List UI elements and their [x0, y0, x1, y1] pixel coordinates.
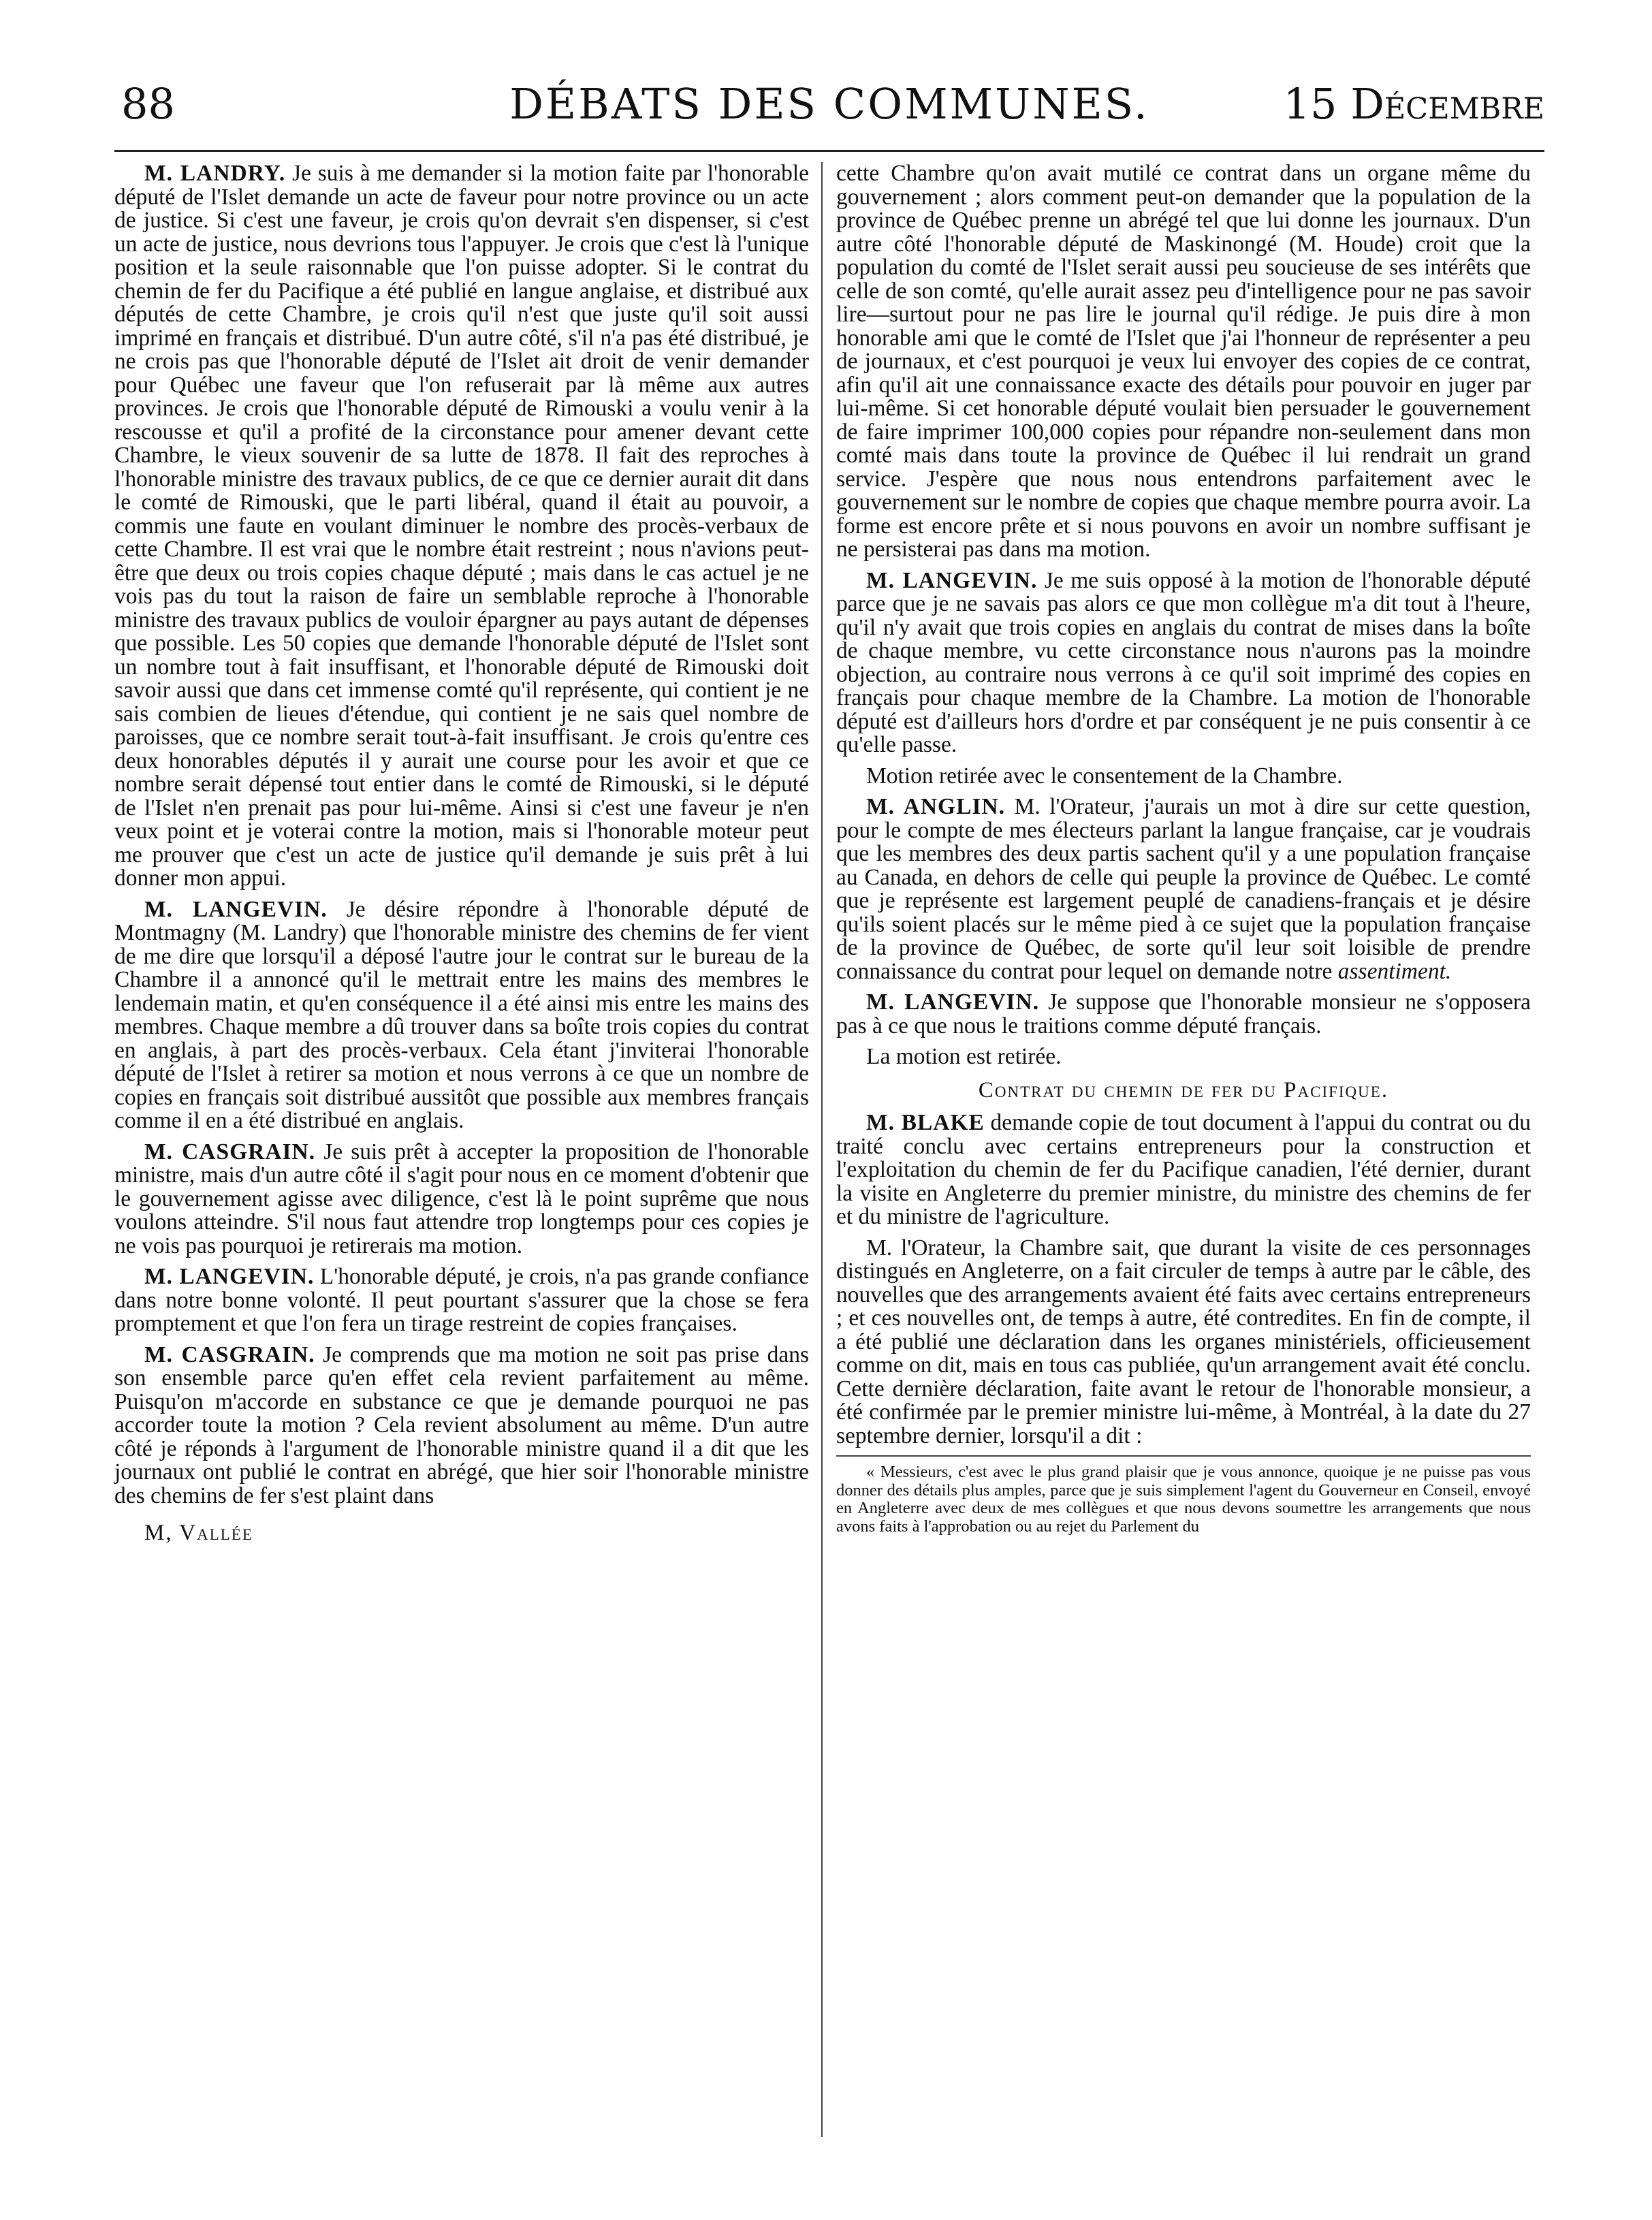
paragraph-langevin	[836, 991, 1531, 1038]
speaker-name: M. CASGRAIN.	[144, 1342, 315, 1367]
speech-text: Je suppose que l'honorable monsieur ne s'opposera pas à ce que nous le traitions comme député français.	[836, 989, 1531, 1038]
paragraph-casgrain	[114, 1344, 809, 1508]
speaker-name: M. BLAKE	[866, 1110, 985, 1135]
catchword: M, Vallée	[144, 1521, 253, 1545]
speaker-name: M. LANGEVIN.	[866, 567, 1038, 593]
paragraph-landry	[114, 162, 809, 891]
speech-text: M. l'Orateur, j'aurais un mot à dire sur cette question, pour le compte de mes électeurs parlant la langue française, car je voudrais que les membres des deux partis sachent qu'il y a une population française au Canada, en dehors de celle qui peuple la province de Québec. Le comté que je représente est largement peuplé de canadiens-français et je désire qu'ils soient placés sur le même pied à ce sujet que la population française de la province de Québec, de sorte qu'il leur soit loisible de prendre connaissance du contrat pour lequel on demande notre	[836, 794, 1531, 984]
paragraph-blake	[836, 1111, 1531, 1229]
speech-text: Je comprends que ma motion ne soit pas prise dans son ensemble parce qu'en effet cela revient parfaitement au même. Puisqu'on m'accorde en substance ce que je demande pourquoi ne pas accorder toute la motion ? Cela revient absolument au même. D'un autre côté je réponds à l'argument de l'honorable ministre quand il a dit que les journaux ont publié le contrat en abrégé, que hier soir l'honorable ministre des chemins de fer s'est plaint dans	[114, 1342, 810, 1508]
paragraph-langevin	[114, 1265, 809, 1336]
speaker-name: M. LANGEVIN.	[144, 1264, 315, 1289]
left-column	[114, 162, 809, 2188]
speaker-name: M. LANGEVIN.	[144, 896, 328, 922]
paragraph-anglin	[836, 795, 1531, 983]
speech-text: Je désire répondre à l'honorable député de Montmagny (M. Landry) que l'honorable ministre des chemins de fer vient de me dire que lorsqu'il a déposé l'autre jour le contrat sur le bureau de la Chambre il a annoncé qu'il le mettrait entre les mains des membres le lendemain matin, et qu'en conséquence il a été ainsi mis entre les mains des membres. Chaque membre a dû trouver dans sa boîte trois copies du contrat en anglais, à part des procès-verbaux. Cela étant j'inviterai l'honorable député de l'Islet à retirer sa motion et nous verrons à ce que un nombre de copies en français soit distribué aussitôt que possible aux membres français comme il en a été distribué en anglais.	[114, 896, 809, 1133]
paragraph-langevin	[114, 898, 809, 1133]
procedural-note: La motion est retirée.	[866, 1044, 1062, 1069]
running-date: 15 Décembre	[1283, 79, 1544, 129]
speech-text: Je suis prêt à accepter la proposition de l'honorable ministre, mais d'un autre côté il s'agit pour nous en ce moment d'obtenir que le gouvernement agisse avec diligence, c'est là le point suprême que nous voulons atteindre. S'il nous faut attendre trop longtemps pour ces copies je ne vois pas pourquoi je retirerais ma motion.	[114, 1139, 810, 1258]
paragraph-langevin	[836, 569, 1531, 757]
procedural-note: Motion retirée avec le consentement de la Chambre.	[866, 763, 1343, 789]
speech-text-italic: assentiment.	[1337, 958, 1452, 984]
speech-text: demande copie de tout document à l'appui du contrat ou du traité conclu avec certains entrepreneurs pour la construction et l'exploitation du chemin de fer du Pacifique canadien, l'été dernier, durant la visite en Angleterre du premier ministre, du ministre des chemins de fer et du ministre de l'agriculture.	[836, 1110, 1531, 1229]
speech-text: L'honorable député, je crois, n'a pas grande confiance dans notre bonne volonté. Il peut pourtant s'assurer que la chose se fera promptement et que l'on fera un tirage restreint de copies françaises.	[114, 1264, 809, 1336]
paragraph-casgrain	[114, 1141, 809, 1258]
right-column	[836, 162, 1531, 2188]
speaker-name: M. LANDRY.	[144, 161, 286, 186]
block-quote: « Messieurs, c'est avec le plus grand plaisir que je vous annonce, quoique je ne puisse pas vous donner des détails plus amples, parce que je suis simplement l'agent du Gouverneur en Conseil, envoyé en Angleterre avec deux de mes collègues et que nous devons soumettre les arrangements que nous avons faits à l'approbation ou au rejet du Parlement du	[836, 1455, 1531, 1536]
speaker-name: M. ANGLIN.	[866, 794, 1006, 819]
paragraph-continuation: cette Chambre qu'on avait mutilé ce contrat dans un organe même du gouvernement ; alors comment peut-on demander que la population de la province de Québec prenne un abrégé tel que lui donne les journaux. D'un autre côté l'honorable député de Maskinongé (M. Houde) croit que la population du comté de l'Islet serait aussi peu soucieuse de ses intérêts que celle de son comté, qu'elle aurait assez peu d'intelligence pour ne pas savoir lire—surtout pour ne pas lire le journal qu'il rédige. Je puis dire à mon honorable ami que le comté de l'Islet que j'ai l'honneur de représenter a peu de journaux, et c'est pourquoi je veux lui envoyer des copies de ce contrat, afin qu'il ait une connaissance exacte des détails pour pouvoir en juger par lui-même. Si cet honorable député voulait bien persuader le gouvernement de faire imprimer 100,000 copies pour répandre non-seulement dans mon comté mais dans toute la province de Québec il lui rendrait un grand service. J'espère que nous nous entendrons parfaitement avec le gouvernement sur le nombre de copies que chaque membre pourra avoir. La forme est encore prête et si nous pouvons en avoir un nombre suffisant je ne persisterai pas dans ma motion.	[836, 161, 1531, 562]
column-divider	[821, 162, 823, 2137]
speech-text: Je suis à me demander si la motion faite par l'honorable député de l'Islet demande un acte de faveur pour notre province ou un acte de justice. Si c'est une faveur, je crois qu'on devrait s'en dispenser, si c'est un acte de justice, nous devrions tous l'appuyer. Je crois que c'est là l'unique position et la seule raisonnable que l'on puisse adopter. Si le contrat du chemin de fer du Pacifique a été publié en langue anglaise, et distribué aux députés de cette Chambre, je crois qu'il n'est que juste qu'il soit aussi imprimé en français et distribué. D'un autre côté, s'il n'a pas été distribué, je ne crois pas que l'honorable député de l'Islet ait droit de venir demander pour Québec une faveur que l'on refuserait par là même aux autres provinces. Je crois que l'honorable député de Rimouski a voulu venir à la rescousse et qu'il a profité de la circonstance pour amener devant cette Chambre, le vieux souvenir de sa lutte de 1878. Il fait des reproches à l'honorable ministre des travaux publics, de ce que ce dernier aurait dit dans le comté de Rimouski, que le parti libéral, quand il était au pouvoir, a commis une faute en voulant diminuer le nombre des procès-verbaux de cette Chambre. Il est vrai que le nombre était restreint ; nous n'avions peut-être que deux ou trois copies chaque député ; mais dans le cas actuel je ne vois pas du tout la raison de faire un semblable reproche à l'honorable ministre des travaux publics de vouloir épargner au pays autant de dépenses que possible. Les 50 copies que demande l'honorable député de l'Islet sont un nombre tout à fait insuffisant, et l'honorable député de Rimouski doit savoir aussi que dans cet immense comté qu'il représente, qui contient je ne sais combien de lieues d'étendue, qui contient je ne sais quel nombre de paroisses, que ce nombre serait tout-à-fait insuffisant. Je crois qu'entre ces deux honorables députés il y aurait une course pour les avoir et que ce nombre serait dépensé tout entier dans le comté de Rimouski, si le député de l'Islet n'en prenait pas pour lui-même. Ainsi si c'est une faveur je n'en veux point et je voterai contre la motion, mais si l'honorable moteur peut me prouver que c'est un acte de justice qu'il demande je suis prêt à lui donner mon appui.	[114, 161, 810, 891]
speech-text: Je me suis opposé à la motion de l'honorable député parce que je ne savais pas alors ce que mon collègue m'a dit tout à l'heure, qu'il n'y avait que trois copies en anglais du contrat de mises dans la boîte de chaque membre, vu cette circonstance nous n'aurons pas la moindre objection, au contraire nous verrons à ce qu'il soit imprimé des copies en français pour chaque membre de la Chambre. La motion de l'honorable député est d'ailleurs hors d'ordre et par conséquent je ne puis consentir à ce qu'elle passe.	[836, 567, 1531, 757]
speaker-name: M. CASGRAIN.	[144, 1139, 316, 1164]
page-number: 88	[121, 79, 175, 129]
speaker-name: M. LANGEVIN.	[866, 989, 1040, 1015]
page-header	[114, 74, 1544, 135]
header-rule	[114, 150, 1544, 152]
running-title: DÉBATS DES COMMUNES.	[509, 79, 1149, 129]
paragraph-blake-continued: M. l'Orateur, la Chambre sait, que durant la visite de ces personnages distingués en Angleterre, on a fait circuler de temps à autre par le câble, des nouvelles que des arrangements avaient été faits avec certains entrepreneurs ; et ces nouvelles ont, de temps à autre, été contredites. En fin de compte, il a été publié une déclaration dans les organes ministériels, officieusement comme on dit, mais en tous cas publiée, qu'un arrangement avait été conclu. Cette dernière déclaration, faite avant le retour de l'honorable monsieur, a été confirmée par le premier ministre lui-même, à Montréal, à la date du 27 septembre dernier, lorsqu'il a dit :	[836, 1235, 1531, 1448]
section-heading: Contrat du chemin de fer du Pacifique.	[978, 1077, 1389, 1103]
